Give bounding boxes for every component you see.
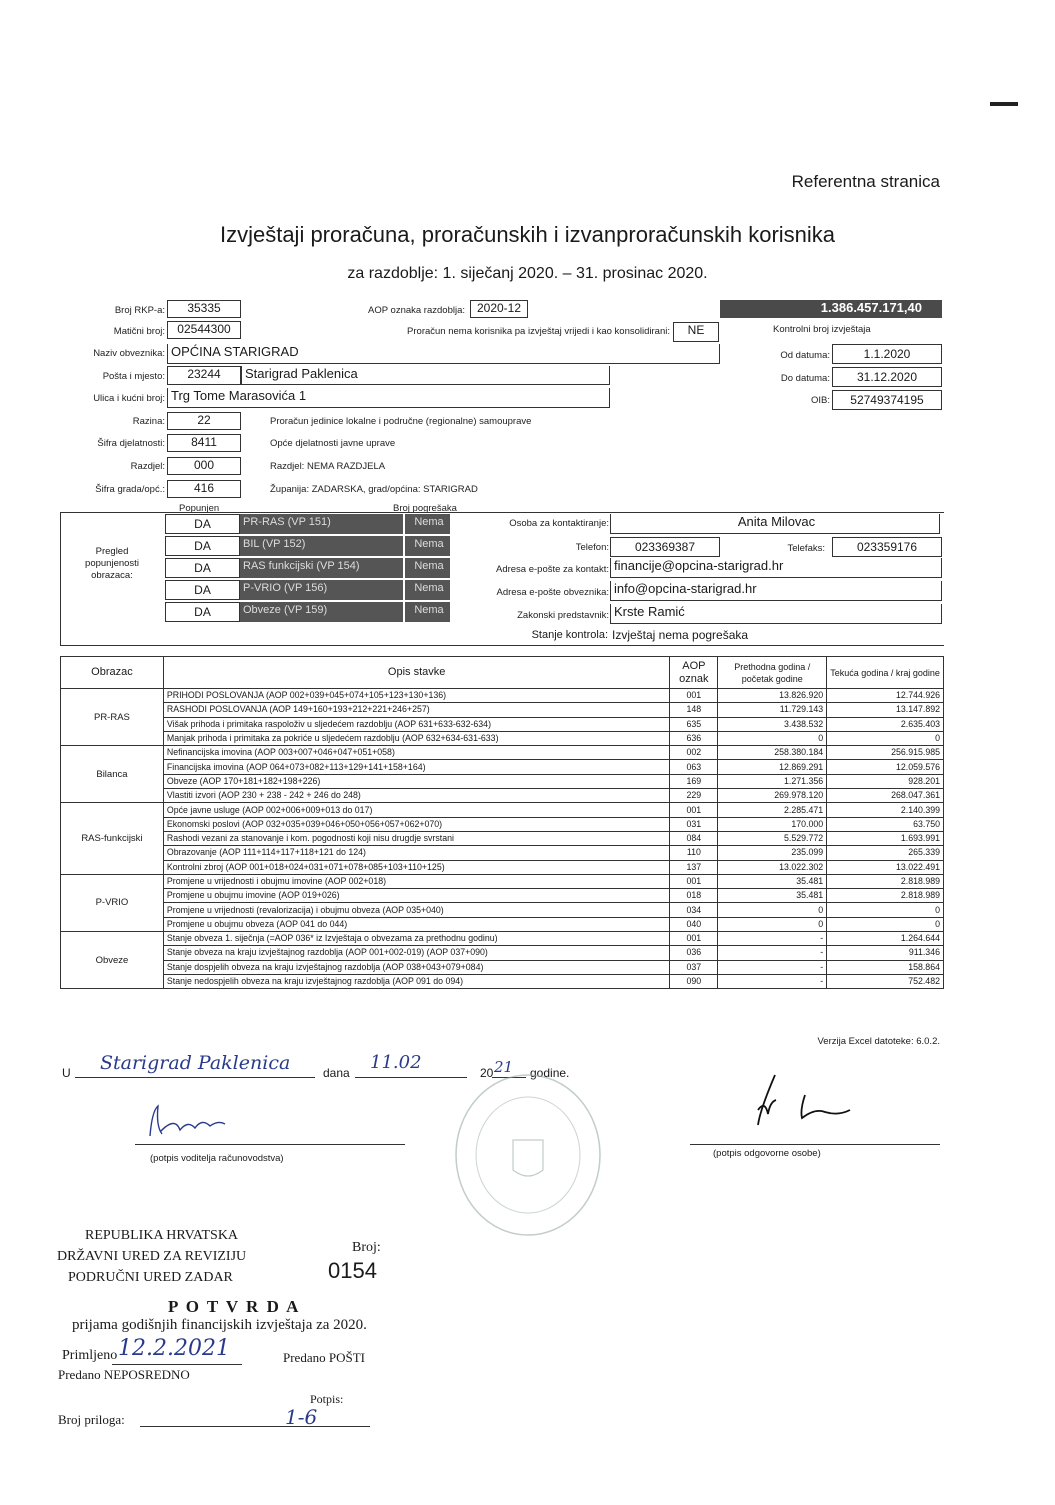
stamp-line-1: REPUBLIKA HRVATSKA	[85, 1228, 239, 1243]
grad-field: 416	[167, 480, 241, 498]
obrazac-cell: P-VRIO (VP 156)	[240, 580, 403, 600]
row-aop: 090	[670, 974, 718, 988]
djelatnost-label: Šifra djelatnosti:	[97, 438, 165, 449]
row-previous-year: 258.380.184	[718, 746, 827, 760]
osoba-label: Osoba za kontaktiranje:	[509, 518, 609, 529]
table-row	[61, 889, 944, 903]
row-current-year: 0	[827, 917, 944, 931]
header-obrazac: Obrazac	[61, 657, 164, 689]
row-description: Manjak prihoda i primitaka za pokriće u sljedećem razdoblju (AOP 632+634-631-633)	[163, 731, 669, 745]
row-description: Rashodi vezani za stanovanje i kom. pogodnosti koji nisu drugdje svrstani	[163, 831, 669, 845]
table-row	[61, 831, 944, 845]
reference-page-label: Referentna stranica	[791, 172, 940, 191]
stanje-label: Stanje kontrola:	[531, 629, 608, 641]
row-description: Vlastiti izvori (AOP 230 + 238 - 242 + 246 do 248)	[163, 789, 669, 803]
ulica-field: Trg Tome Marasovića 1	[167, 388, 610, 408]
stamp-primljeno-line	[112, 1364, 242, 1365]
row-previous-year: 12.869.291	[718, 760, 827, 774]
official-seal	[448, 1070, 608, 1240]
report-title: Izvještaji proračuna, proračunskih i izvanproračunskih korisnika	[219, 222, 836, 247]
row-current-year: 158.864	[827, 960, 944, 974]
row-previous-year: 35.481	[718, 874, 827, 888]
header-opis: Opis stavke	[163, 657, 669, 689]
row-current-year: 1.264.644	[827, 932, 944, 946]
row-description: Opće javne usluge (AOP 002+006+009+013 do 017)	[163, 803, 669, 817]
accountant-signature-line	[135, 1144, 405, 1145]
ulica-label: Ulica i kućni broj:	[93, 393, 165, 404]
aop-period-field: 2020-12	[470, 300, 528, 318]
maticni-label: Matični broj:	[113, 326, 165, 337]
table-row	[61, 932, 944, 946]
godina-handwritten: 21	[494, 1058, 514, 1076]
row-description: Kontrolni zbroj (AOP 001+018+024+031+071+078+085+103+110+125)	[163, 860, 669, 874]
row-current-year: 63.750	[827, 817, 944, 831]
row-previous-year: 11.729.143	[718, 703, 827, 717]
row-current-year: 2.818.989	[827, 889, 944, 903]
stamp-line-3: PODRUČNI URED ZADAR	[68, 1270, 233, 1285]
stamp-prijama: prijama godišnjih financijskih izvještaja za 2020.	[72, 1317, 367, 1333]
table-row	[61, 789, 944, 803]
mjesto-handwritten: Starigrad Paklenica	[100, 1052, 291, 1074]
oib-field: 52749374195	[832, 390, 942, 410]
row-aop: 635	[670, 717, 718, 731]
table-body	[61, 689, 944, 989]
telefon-label: Telefon:	[575, 542, 609, 553]
table-row	[61, 846, 944, 860]
header-tekuca: Tekuća godina / kraj godine	[827, 657, 944, 689]
table-row	[61, 874, 944, 888]
row-previous-year: 0	[718, 903, 827, 917]
maticni-field: 02544300	[167, 321, 241, 339]
obrazac-cell: Obveze (VP 159)	[240, 602, 403, 622]
popunjen-cell: DA	[165, 580, 240, 600]
email-obveznik-label: Adresa e-pošte obveznika:	[496, 587, 609, 598]
row-description: Stanje nedospjelih obveza na kraju izvještajnog razdoblja (AOP 091 do 094)	[163, 974, 669, 988]
row-current-year: 1.693.991	[827, 831, 944, 845]
row-previous-year: 13.826.920	[718, 689, 827, 703]
row-description: Obveze (AOP 170+181+182+198+226)	[163, 774, 669, 788]
row-description: Promjene u obujmu obveza (AOP 041 do 044)	[163, 917, 669, 931]
djelatnost-desc: Opće djelatnosti javne uprave	[270, 438, 396, 449]
row-current-year: 911.346	[827, 946, 944, 960]
u-label: U	[62, 1066, 71, 1080]
accountant-signature-label: (potpis voditelja računovodstva)	[150, 1153, 284, 1164]
group-name: RAS-funkcijski	[61, 803, 164, 874]
naziv-label: Naziv obveznika:	[93, 348, 165, 359]
row-previous-year: 5.529.772	[718, 831, 827, 845]
row-previous-year: 0	[718, 917, 827, 931]
popunjen-cell: DA	[165, 558, 240, 578]
row-previous-year: -	[718, 946, 827, 960]
table-row	[61, 746, 944, 760]
row-aop: 636	[670, 731, 718, 745]
stamp-broj: 0154	[328, 1258, 377, 1283]
row-description: Višak prihoda i primitaka raspoloživ u sljedećem razdoblju (AOP 631+633-632-634)	[163, 717, 669, 731]
consolidated-field: NE	[673, 322, 719, 342]
dana-label: dana	[323, 1066, 350, 1080]
stamp-broj-label: Broj:	[352, 1240, 381, 1255]
godine-label: godine.	[530, 1066, 570, 1080]
row-previous-year: 235.099	[718, 846, 827, 860]
row-aop: 137	[670, 860, 718, 874]
row-current-year: 0	[827, 903, 944, 917]
row-description: Stanje obveza 1. siječnja (=AOP 036* iz Izvještaja o obvezama za prethodnu godinu)	[163, 932, 669, 946]
row-aop: 018	[670, 889, 718, 903]
row-current-year: 13.147.892	[827, 703, 944, 717]
rkp-field: 35335	[167, 300, 241, 318]
row-current-year: 928.201	[827, 774, 944, 788]
email-kontakt-field[interactable]: financije@opcina-starigrad.hr	[610, 558, 942, 578]
stamp-primljeno-hand: 12.2.2021	[118, 1336, 230, 1361]
row-description: Obrazovanje (AOP 111+114+117+118+121 do 124)	[163, 846, 669, 860]
row-previous-year: 1.271.356	[718, 774, 827, 788]
dana-handwritten: 11.02	[370, 1052, 422, 1073]
corner-mark	[990, 102, 1018, 106]
responsible-signature-label: (potpis odgovorne osobe)	[713, 1148, 821, 1159]
stamp-broj-priloga-label: Broj priloga:	[58, 1412, 125, 1427]
grad-desc: Županija: ZADARSKA, grad/općina: STARIGRAD	[270, 484, 478, 495]
row-description: Promjene u vrijednosti (revalorizacija) i obujmu obveza (AOP 035+040)	[163, 903, 669, 917]
table-row	[61, 689, 944, 703]
row-aop: 169	[670, 774, 718, 788]
row-description: Financijska imovina (AOP 064+073+082+113+129+141+158+164)	[163, 760, 669, 774]
responsible-signature	[730, 1070, 870, 1130]
row-current-year: 752.482	[827, 974, 944, 988]
telefaks-label: Telefaks:	[787, 543, 825, 554]
razdjel-desc: Razdjel: NEMA RAZDJELA	[270, 461, 386, 472]
table-row	[61, 960, 944, 974]
row-description: Stanje dospjelih obveza na kraju izvještajnog razdoblja (AOP 038+043+079+084)	[163, 960, 669, 974]
naziv-field: OPĆINA STARIGRAD	[167, 344, 720, 364]
godina-prefix: 20	[480, 1066, 494, 1080]
table-row	[61, 774, 944, 788]
djelatnost-field: 8411	[167, 434, 241, 452]
row-previous-year: -	[718, 974, 827, 988]
stamp-broj-priloga-line	[140, 1426, 370, 1427]
table-row	[61, 717, 944, 731]
greske-cell: Nema	[405, 580, 450, 600]
od-datuma-field: 1.1.2020	[832, 344, 942, 364]
row-previous-year: 35.481	[718, 889, 827, 903]
row-aop: 037	[670, 960, 718, 974]
row-description: Ekonomski poslovi (AOP 032+035+039+046+050+056+057+062+070)	[163, 817, 669, 831]
table-row	[61, 803, 944, 817]
control-number-label: Kontrolni broj izvještaja	[773, 324, 871, 335]
obrazac-cell: BIL (VP 152)	[240, 536, 403, 556]
greske-cell: Nema	[405, 558, 450, 578]
zakonski-label: Zakonski predstavnik:	[517, 610, 609, 621]
row-aop: 229	[670, 789, 718, 803]
row-current-year: 12.744.926	[827, 689, 944, 703]
group-name: PR-RAS	[61, 689, 164, 746]
stamp-primljeno-label: Primljeno	[62, 1348, 118, 1363]
row-aop: 001	[670, 874, 718, 888]
row-aop: 084	[670, 831, 718, 845]
od-datuma-label: Od datuma:	[780, 350, 830, 361]
row-aop: 148	[670, 703, 718, 717]
row-aop: 031	[670, 817, 718, 831]
excel-version: Verzija Excel datoteke: 6.0.2.	[817, 1036, 940, 1047]
row-aop: 040	[670, 917, 718, 931]
consolidated-label: Proračun nema korisnika pa izvještaj vrijedi i kao konsolidirani:	[407, 326, 670, 337]
row-description: Nefinancijska imovina (AOP 003+007+046+047+051+058)	[163, 746, 669, 760]
razdjel-field: 000	[167, 457, 241, 475]
stamp-potpis-label: Potpis:	[310, 1392, 344, 1406]
row-aop: 001	[670, 932, 718, 946]
row-current-year: 2.140.399	[827, 803, 944, 817]
row-aop: 036	[670, 946, 718, 960]
do-datuma-field: 31.12.2020	[832, 367, 942, 387]
group-name: P-VRIO	[61, 874, 164, 931]
table-row	[61, 903, 944, 917]
header-prethodna: Prethodna godina / početak godine	[718, 657, 827, 689]
table-row	[61, 760, 944, 774]
table-row	[61, 703, 944, 717]
do-datuma-label: Do datuma:	[780, 373, 830, 384]
popunjen-header: Popunjen	[179, 503, 220, 514]
razina-label: Razina:	[132, 416, 165, 427]
row-previous-year: 0	[718, 731, 827, 745]
row-aop: 002	[670, 746, 718, 760]
mjesto-line	[75, 1077, 315, 1078]
row-current-year: 2.818.989	[827, 874, 944, 888]
aop-period-label: AOP oznaka razdoblja:	[368, 305, 465, 316]
table-row	[61, 860, 944, 874]
row-previous-year: 2.285.471	[718, 803, 827, 817]
popunjen-cell: DA	[165, 514, 240, 534]
greske-cell: Nema	[405, 536, 450, 556]
row-previous-year: 3.438.532	[718, 717, 827, 731]
row-aop: 001	[670, 803, 718, 817]
row-aop: 034	[670, 903, 718, 917]
row-current-year: 2.635.403	[827, 717, 944, 731]
accountant-signature	[140, 1096, 240, 1146]
responsible-signature-line	[690, 1144, 940, 1145]
stamp-broj-priloga-hand: 1-6	[285, 1405, 318, 1429]
row-current-year: 12.059.576	[827, 760, 944, 774]
row-aop: 001	[670, 689, 718, 703]
row-description: Stanje obveza na kraju izvještajnog razdoblja (AOP 001+002-019) (AOP 037+090)	[163, 946, 669, 960]
razina-desc: Proračun jedinice lokalne i područne (regionalne) samouprave	[270, 416, 532, 427]
table-row	[61, 946, 944, 960]
osoba-field: Anita Milovac	[610, 514, 940, 534]
oib-label: OIB:	[810, 395, 830, 406]
stamp-predano-neposredno: Predano NEPOSREDNO	[58, 1367, 190, 1382]
table-row	[61, 817, 944, 831]
row-previous-year: 170.000	[718, 817, 827, 831]
email-kontakt-label: Adresa e-pošte za kontakt:	[495, 564, 609, 575]
popunjen-cell: DA	[165, 536, 240, 556]
row-aop: 063	[670, 760, 718, 774]
zakonski-field: Krste Ramić	[610, 604, 942, 624]
row-previous-year: 269.978.120	[718, 789, 827, 803]
telefaks-field: 023359176	[832, 537, 942, 557]
row-previous-year: 13.022.302	[718, 860, 827, 874]
obrazac-cell: RAS funkcijski (VP 154)	[240, 558, 403, 578]
razdjel-label: Razdjel:	[130, 461, 165, 472]
row-description: Promjene u vrijednosti i obujmu imovine (AOP 002+018)	[163, 874, 669, 888]
table-row	[61, 731, 944, 745]
pregled-label: Pregled popunjenosti obrazaca:	[85, 546, 139, 581]
row-description: PRIHODI POSLOVANJA (AOP 002+039+045+074+105+123+130+136)	[163, 689, 669, 703]
row-previous-year: -	[718, 932, 827, 946]
greske-cell: Nema	[405, 514, 450, 534]
posta-label: Pošta i mjesto:	[102, 371, 165, 382]
razina-field: 22	[167, 412, 241, 430]
posta-field: 23244	[167, 366, 241, 385]
row-current-year: 0	[827, 731, 944, 745]
summary-table	[60, 656, 944, 989]
stamp-predano-posti: Predano POŠTI	[283, 1350, 365, 1365]
rkp-label: Broj RKP-a:	[114, 305, 165, 316]
row-current-year: 13.022.491	[827, 860, 944, 874]
greske-header: Broj pogrešaka	[393, 503, 457, 514]
popunjen-cell: DA	[165, 602, 240, 622]
mjesto-field: Starigrad Paklenica	[241, 366, 610, 385]
row-previous-year: -	[718, 960, 827, 974]
row-aop: 110	[670, 846, 718, 860]
stanje-value: Izvještaj nema pogrešaka	[612, 628, 749, 642]
control-number: 1.386.457.171,40	[720, 300, 942, 318]
group-name: Obveze	[61, 932, 164, 989]
greske-cell: Nema	[405, 602, 450, 622]
row-current-year: 268.047.361	[827, 789, 944, 803]
row-description: RASHODI POSLOVANJA (AOP 149+160+193+212+221+246+257)	[163, 703, 669, 717]
stamp-potvrda: P O T V R D A	[168, 1297, 301, 1316]
table-row	[61, 974, 944, 988]
report-period: za razdoblje: 1. siječanj 2020. – 31. prosinac 2020.	[347, 265, 708, 282]
group-name: Bilanca	[61, 746, 164, 803]
table-row	[61, 917, 944, 931]
header-aop: AOP oznak	[670, 657, 718, 689]
grad-label: Šifra grada/opć.:	[95, 484, 165, 495]
obrazac-cell: PR-RAS (VP 151)	[240, 514, 403, 534]
row-description: Promjene u obujmu imovine (AOP 019+026)	[163, 889, 669, 903]
row-current-year: 265.339	[827, 846, 944, 860]
row-current-year: 256.915.985	[827, 746, 944, 760]
telefon-field: 023369387	[610, 537, 720, 557]
stamp-line-2: DRŽAVNI URED ZA REVIZIJU	[57, 1249, 247, 1264]
email-obveznik-field[interactable]: info@opcina-starigrad.hr	[610, 581, 942, 601]
